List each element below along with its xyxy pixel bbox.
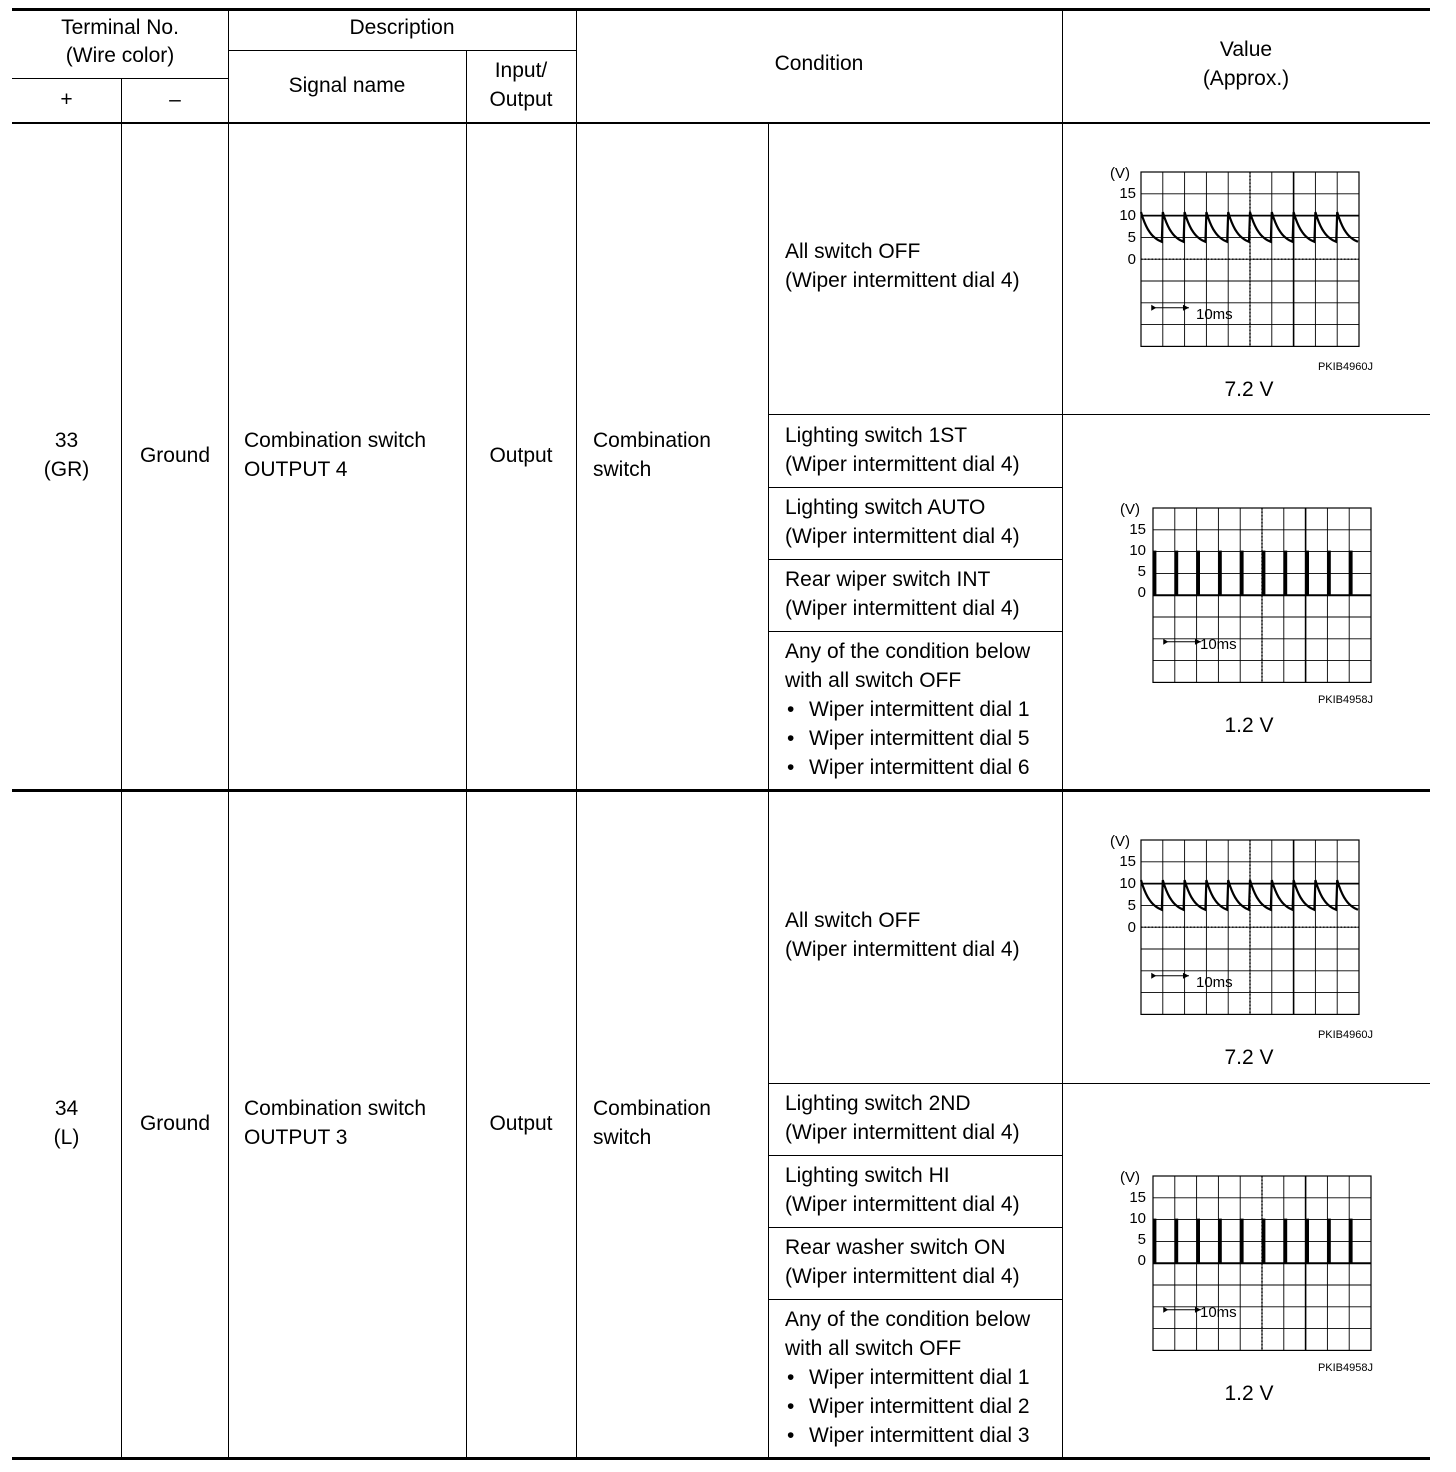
figure-id: PKIB4960J: [1317, 1029, 1373, 1041]
row-divider: [12, 789, 1430, 792]
value-reading: 1.2 V: [1224, 714, 1274, 737]
condition-bullet: • Wiper intermittent dial 3: [785, 1421, 1030, 1450]
condition-text: (Wiper intermittent dial 4): [785, 269, 1020, 292]
scope-arrow-left: [1163, 639, 1168, 645]
header-bottom-border: [12, 122, 1430, 124]
header-minus: –: [169, 88, 181, 111]
scope-unit: (V): [1110, 833, 1130, 850]
col-line-4: [576, 8, 577, 1458]
col-line-1: [121, 78, 122, 1458]
cond-line: [768, 1227, 1062, 1228]
condition-bullet: • Wiper intermittent dial 1: [785, 695, 1030, 724]
condition-text: (Wiper intermittent dial 4): [785, 1265, 1020, 1288]
condition-text: Any of the condition below: [785, 640, 1031, 663]
condition-text: (Wiper intermittent dial 4): [785, 938, 1020, 961]
condition-text: (Wiper intermittent dial 4): [785, 525, 1020, 548]
condition-text: (Wiper intermittent dial 4): [785, 1121, 1020, 1144]
ground-label: Ground: [139, 444, 211, 467]
table-top-border: [12, 8, 1430, 11]
condition-bullets: [785, 1363, 1030, 1450]
header-input-output: Output: [489, 88, 553, 111]
signal-name: Combination switch: [244, 1097, 427, 1120]
condition-item: [785, 1305, 1030, 1450]
condition-text: Lighting switch AUTO: [785, 496, 986, 519]
condition-text: with all switch OFF: [785, 1337, 962, 1360]
scope-tick: 0: [1127, 919, 1136, 936]
condition-bullet: • Wiper intermittent dial 2: [785, 1392, 1030, 1421]
condition-text: Rear washer switch ON: [785, 1236, 1006, 1259]
terminal-wire-color: (GR): [43, 458, 90, 481]
header-signal-name: Signal name: [288, 74, 406, 97]
header-value-approx: (Approx.): [1202, 67, 1290, 90]
header-condition: Condition: [774, 52, 864, 75]
condition-text: All switch OFF: [785, 240, 921, 263]
scope-tick: 0: [1137, 584, 1146, 601]
condition-bullet: • Wiper intermittent dial 5: [785, 724, 1030, 753]
header-terminal-no: Terminal No.: [61, 16, 179, 39]
signal-name: OUTPUT 4: [244, 458, 348, 481]
condition-item: [785, 1089, 1020, 1147]
scope-time-division: 10ms: [1196, 974, 1233, 991]
scope-tick: 5: [1137, 563, 1146, 580]
cond-line: [768, 631, 1062, 632]
condition-item: [785, 421, 1020, 479]
scope-tick: 0: [1127, 251, 1136, 268]
scope-tick: 10: [1119, 875, 1136, 892]
condition-main: Combination: [593, 1097, 711, 1120]
ground-label: Ground: [139, 1112, 211, 1135]
col-line-3: [466, 50, 467, 1458]
condition-main: Combination: [593, 429, 711, 452]
col-line-2: [228, 8, 229, 1458]
condition-item: [785, 237, 1020, 295]
scope-tick: 15: [1129, 1189, 1146, 1206]
condition-text: Any of the condition below: [785, 1308, 1031, 1331]
condition-item: [785, 1161, 1020, 1219]
table-bottom-border: [12, 1457, 1430, 1460]
cond-line: [768, 414, 1430, 415]
header-plus: +: [60, 88, 73, 111]
scope-arrow-right: [1183, 973, 1189, 979]
scope-tick: 5: [1127, 897, 1136, 914]
scope-tick: 15: [1129, 521, 1146, 538]
condition-main: switch: [593, 458, 652, 481]
condition-item: [785, 1233, 1020, 1291]
condition-bullet: • Wiper intermittent dial 6: [785, 753, 1030, 782]
scope-arrow-right: [1183, 305, 1189, 311]
figure-id: PKIB4960J: [1317, 361, 1373, 373]
condition-text: (Wiper intermittent dial 4): [785, 1193, 1020, 1216]
value-reading: 7.2 V: [1224, 378, 1274, 401]
condition-text: Rear wiper switch INT: [785, 568, 991, 591]
scope-tick: 0: [1137, 1252, 1146, 1269]
cond-line: [768, 1083, 1430, 1084]
cond-line: [768, 1299, 1062, 1300]
header-line-terminal: [12, 78, 228, 79]
condition-bullets: [785, 695, 1030, 782]
io-label: Output: [489, 444, 553, 467]
scope-tick: 15: [1119, 185, 1136, 202]
signal-name: Combination switch: [244, 429, 427, 452]
scope-tick: 10: [1119, 207, 1136, 224]
oscilloscope-waveform: [1110, 496, 1390, 711]
terminal-wire-color: (L): [53, 1126, 80, 1149]
value-reading: 1.2 V: [1224, 1382, 1274, 1405]
figure-id: PKIB4958J: [1317, 1362, 1373, 1374]
scope-arrow-left: [1163, 1307, 1168, 1313]
scope-tick: 10: [1129, 542, 1146, 559]
scope-unit: (V): [1110, 165, 1130, 182]
condition-bullet: • Wiper intermittent dial 1: [785, 1363, 1030, 1392]
scope-time-division: 10ms: [1200, 636, 1237, 653]
condition-item: [785, 493, 1020, 551]
condition-item: [785, 906, 1020, 964]
col-line-5: [768, 122, 769, 1458]
condition-text: Lighting switch HI: [785, 1164, 950, 1187]
condition-text: All switch OFF: [785, 909, 921, 932]
scope-arrow-left: [1151, 305, 1156, 311]
oscilloscope-waveform: [1100, 160, 1390, 380]
condition-text: Lighting switch 1ST: [785, 424, 968, 447]
condition-text: with all switch OFF: [785, 669, 962, 692]
scope-tick: 15: [1119, 853, 1136, 870]
scope-time-division: 10ms: [1200, 1304, 1237, 1321]
cond-line: [768, 1155, 1062, 1156]
condition-main: switch: [593, 1126, 652, 1149]
signal-name: OUTPUT 3: [244, 1126, 348, 1149]
oscilloscope-waveform: [1100, 828, 1390, 1048]
cond-line: [768, 559, 1062, 560]
scope-arrow-left: [1151, 973, 1156, 979]
scope-tick: 10: [1129, 1210, 1146, 1227]
scope-tick: 5: [1137, 1231, 1146, 1248]
header-description: Description: [349, 16, 455, 39]
terminal-number: 33: [54, 429, 79, 452]
condition-text: Lighting switch 2ND: [785, 1092, 971, 1115]
condition-item: [785, 637, 1030, 782]
header-wire-color: (Wire color): [65, 44, 175, 67]
scope-time-division: 10ms: [1196, 306, 1233, 323]
header-line-description: [228, 50, 576, 51]
condition-text: (Wiper intermittent dial 4): [785, 453, 1020, 476]
terminal-number: 34: [54, 1097, 79, 1120]
cond-line: [768, 487, 1062, 488]
condition-text: (Wiper intermittent dial 4): [785, 597, 1020, 620]
io-label: Output: [489, 1112, 553, 1135]
scope-tick: 5: [1127, 229, 1136, 246]
value-reading: 7.2 V: [1224, 1046, 1274, 1069]
scope-unit: (V): [1120, 1169, 1140, 1186]
condition-item: [785, 565, 1020, 623]
header-input-output: Input/: [494, 59, 548, 82]
scope-unit: (V): [1120, 501, 1140, 518]
oscilloscope-waveform: [1110, 1164, 1390, 1379]
figure-id: PKIB4958J: [1317, 694, 1373, 706]
header-value: Value: [1219, 38, 1273, 61]
